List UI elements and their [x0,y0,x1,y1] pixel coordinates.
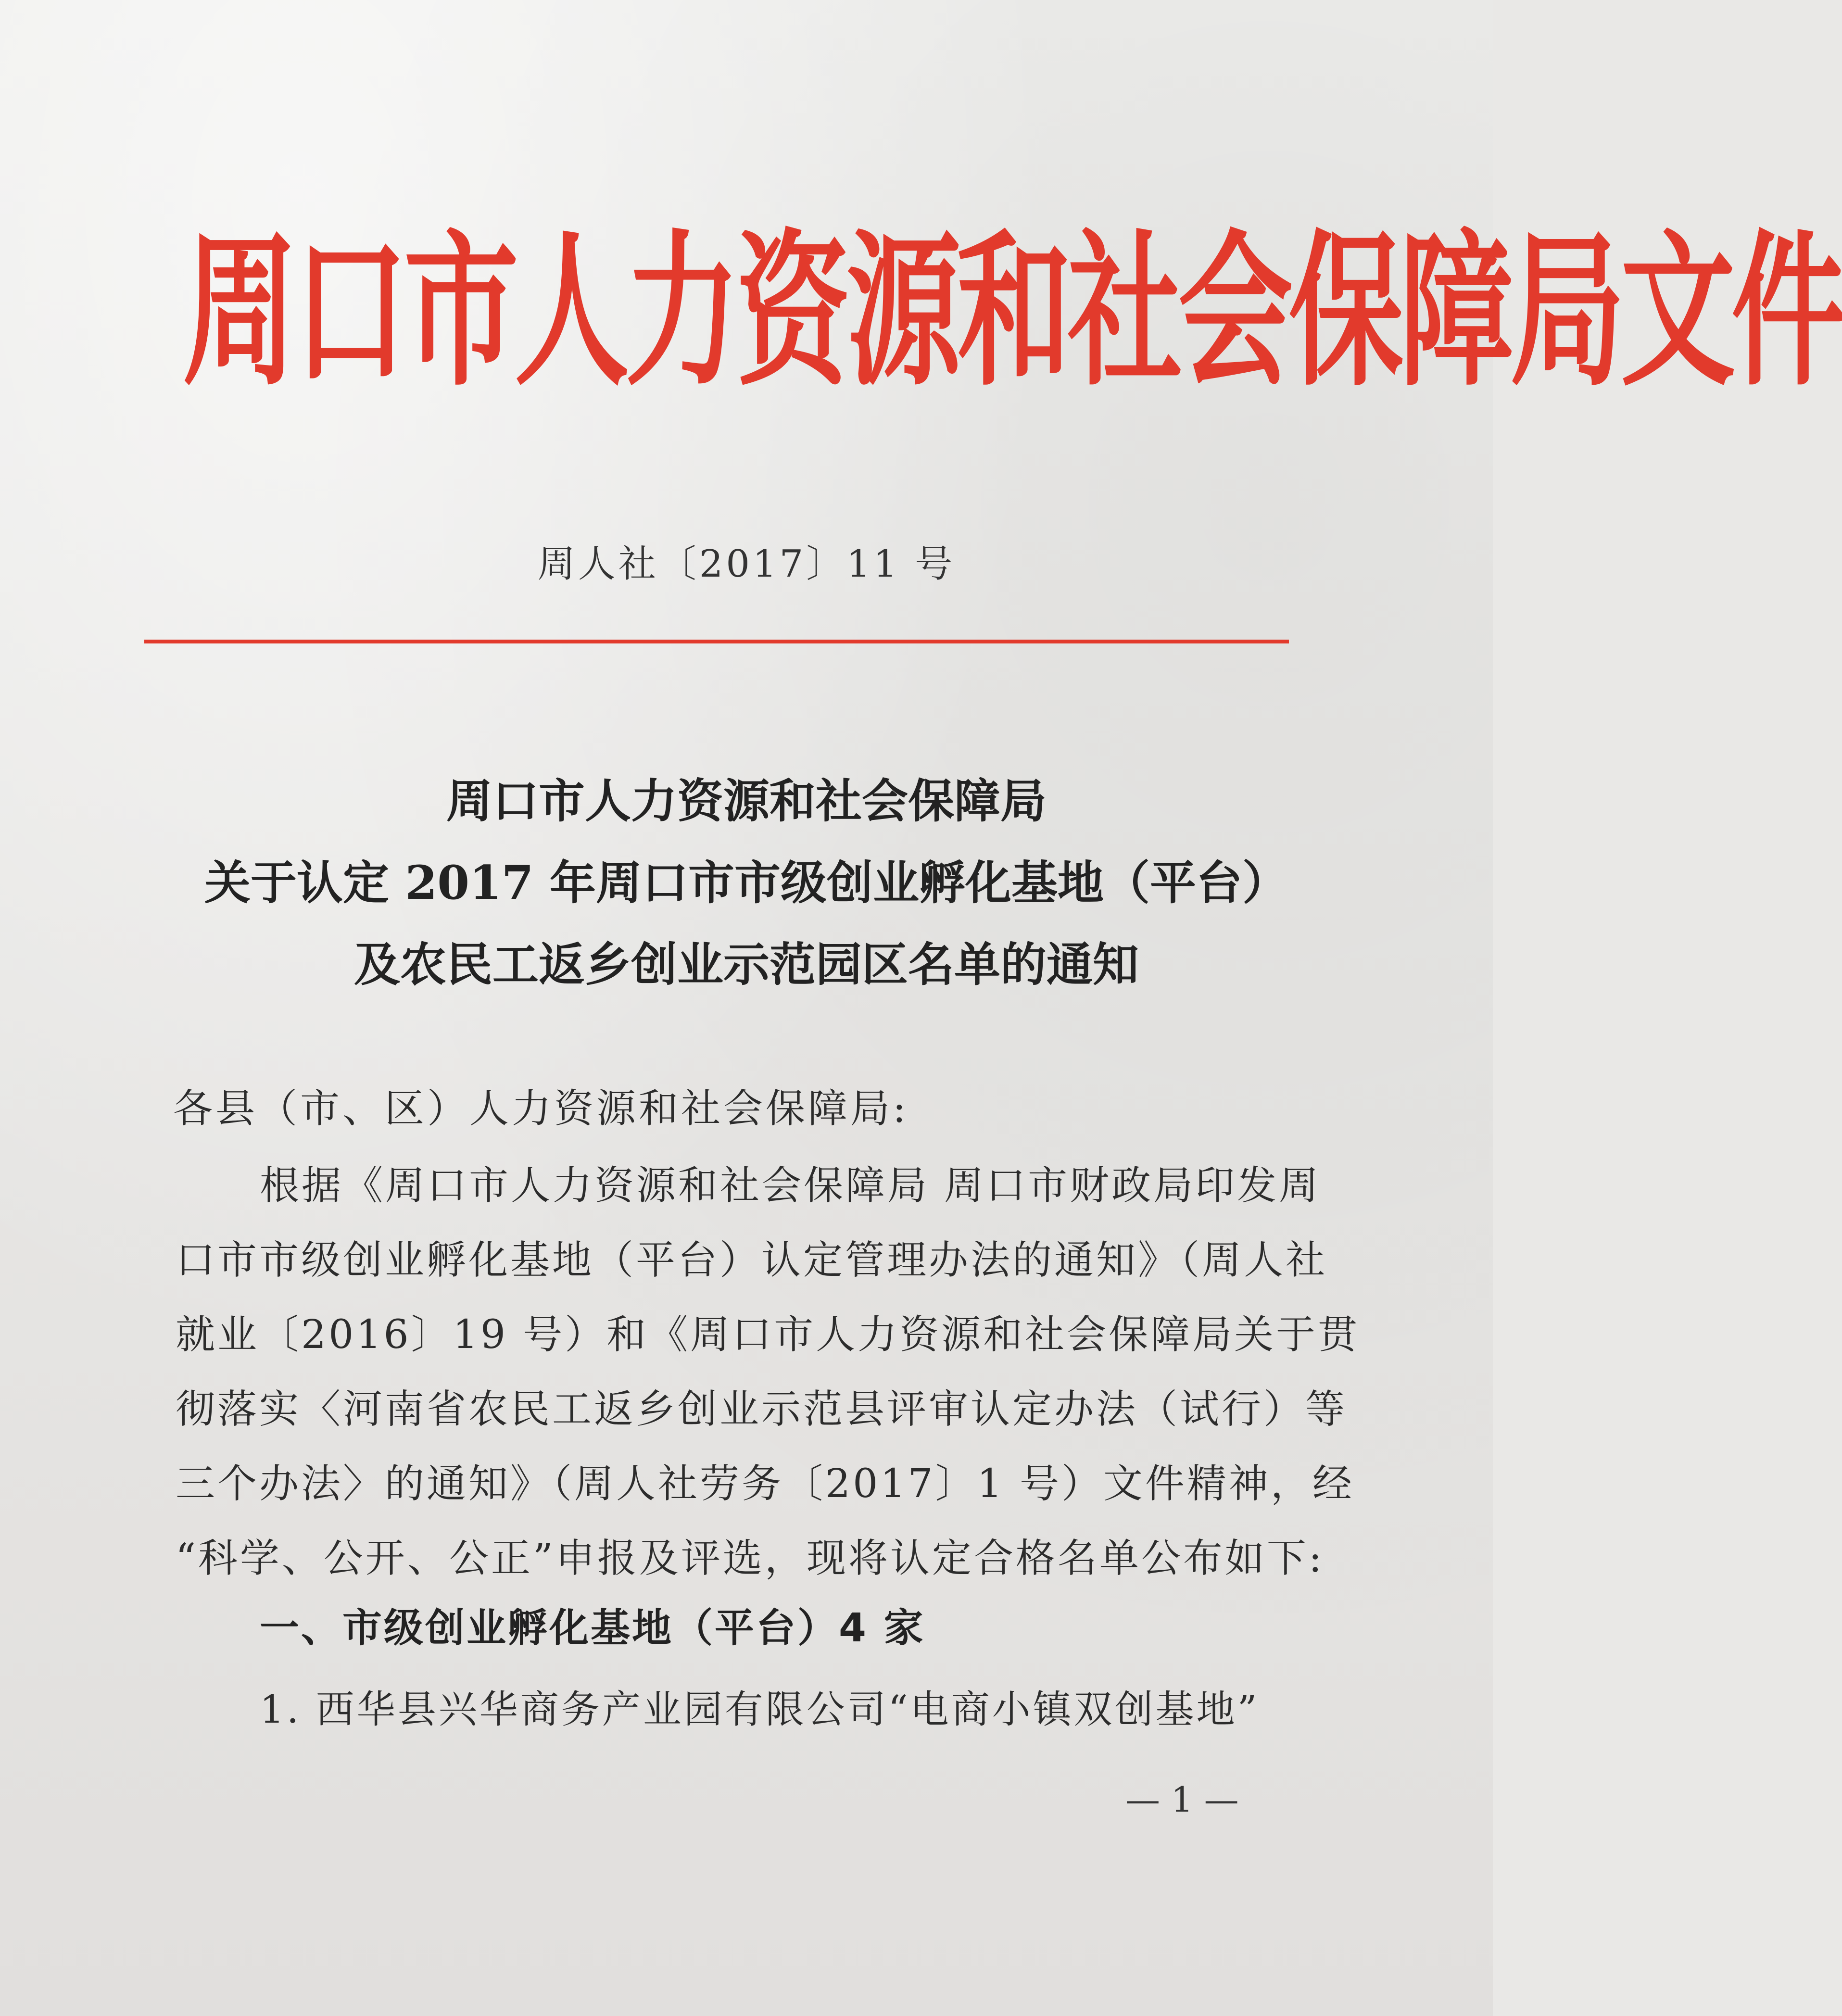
section-heading: 一、市级创业孵化基地（平台）4 家 [260,1605,925,1651]
body-line: “科学、公开、公正”申报及评选，现将认定合格名单公布如下: [176,1536,1325,1581]
document-header-title: 周口市人力资源和社会保障局文件 [183,215,1842,409]
body-line: 彻落实〈河南省农民工返乡创业示范县评审认定办法（试行）等 [176,1386,1348,1432]
notice-title-line-1: 周口市人力资源和社会保障局 [446,774,1047,828]
body-line: 口市市级创业孵化基地（平台）认定管理办法的通知》（周人社 [176,1237,1328,1283]
salutation: 各县（市、区）人力资源和社会保障局: [173,1086,909,1132]
notice-title-line-3: 及农民工返乡创业示范园区名单的通知 [354,937,1139,992]
notice-title-line-2: 关于认定 2017 年周口市市级创业孵化基地（平台） [204,856,1289,910]
document-number: 周人社〔2017〕11 号 [537,542,956,586]
body-line: 三个办法〉的通知》（周人社劳务〔2017〕1 号）文件精神，经 [176,1461,1354,1507]
red-divider-line [144,640,1289,643]
body-line: 就业〔2016〕19 号）和《周口市人力资源和社会保障局关于贯 [176,1312,1360,1358]
body-line: 根据《周口市人力资源和社会保障局 周口市财政局印发周 [260,1163,1321,1209]
list-item: 1. 西华县兴华商务产业园有限公司“电商小镇双创基地” [260,1687,1260,1732]
page-number: — 1 — [1125,1779,1239,1820]
